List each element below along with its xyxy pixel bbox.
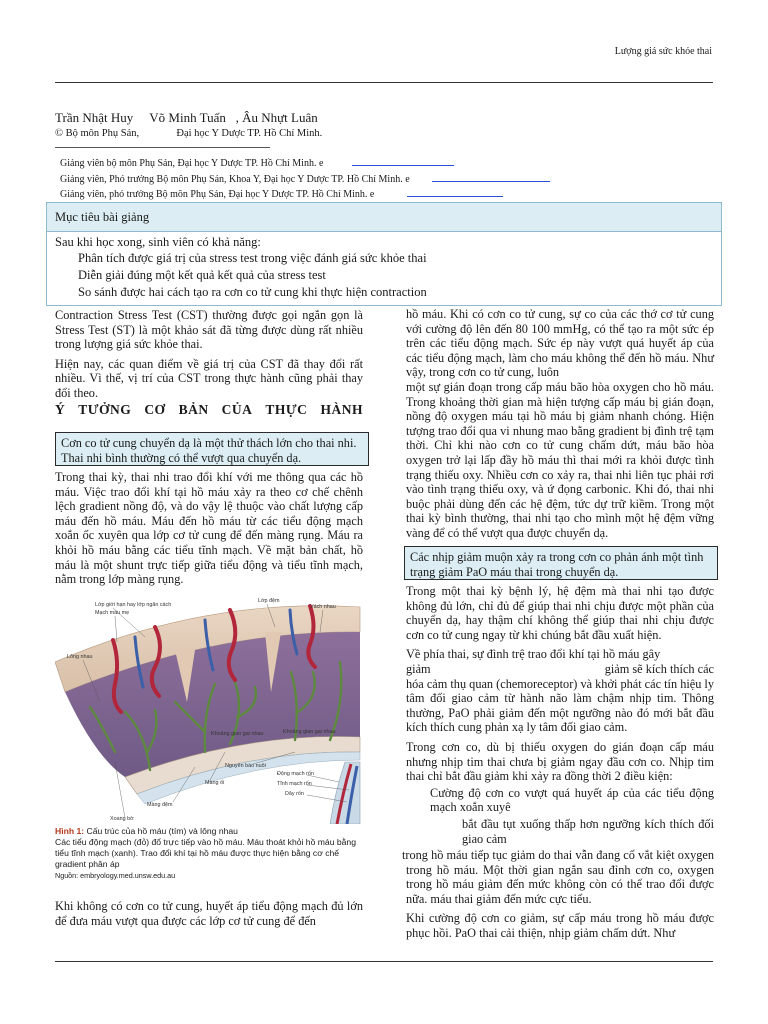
figure-caption	[55, 826, 365, 881]
figure-label: Màng ối	[205, 780, 225, 786]
left-column-body	[55, 470, 363, 592]
footnote-3	[60, 186, 503, 200]
objective-item-1: Phân tích được giá trị của stress test trong việc đánh giá sức khỏe thai	[78, 251, 427, 265]
email-link-3[interactable]	[407, 186, 503, 197]
footnote-2	[60, 171, 550, 185]
figure-label: Khoảng gian gai nhau	[211, 731, 264, 737]
text-fragment: giảm	[406, 661, 431, 676]
caption-title-line	[55, 826, 365, 837]
callout-box-right: Các nhịp giảm muộn xảy ra trong cơn co phản ánh một tình trạng giảm PaO máu thai trong chuyển dạ.	[404, 546, 718, 580]
objective-item-2: Diễn giải đúng một kết quả kết quả của stress test	[78, 268, 326, 282]
paragraph: Contraction Stress Test (CST) thường được gọi ngắn gọn là Stress Test (ST) là một khảo sát đã từng được dùng rất nhiều trong lượng giá sức khỏe thai.	[55, 308, 363, 352]
caption-title: Hình 1:	[55, 826, 85, 836]
heading-word: TƯỞNG	[78, 402, 132, 417]
caption-title-rest: Cấu trúc của hồ máu (tím) và lông nhau	[84, 826, 238, 836]
section-heading	[55, 402, 363, 418]
figure-label: Lông nhau	[67, 654, 93, 660]
running-header: Lượng giá sức khỏe thai	[614, 46, 712, 57]
paragraph: Về phía thai, sự đình trệ trao đổi khí tại hồ máu gây	[406, 647, 661, 662]
email-link-1[interactable]	[352, 155, 454, 166]
text-fragment: giảm sẽ kích thích các	[604, 661, 714, 676]
figure-label: Lớp giới hạn hay lớp ngăn cách	[95, 602, 172, 608]
footnote-1	[60, 155, 454, 169]
caption-body: Các tiểu động mạch (đỏ) đổ trực tiếp vào hồ máu. Máu thoát khỏi hồ máu bằng tiểu tĩnh mạch (xanh). Trao đổi khí tại hồ máu được thực hiện bằng cơ chế gradient phân áp	[55, 837, 356, 869]
paragraph: Khi không có cơn co tử cung, huyết áp tiểu động mạch đủ lớn để đưa máu vượt qua được các lớp cơ tử cung để đến	[55, 899, 363, 928]
condition-1: Cường độ cơn co vượt quá huyết áp của các tiểu động mạch xoắn xuyê	[430, 785, 714, 815]
figure-label: Dây rốn	[285, 791, 304, 797]
figure-label: Mạch máu mẹ	[95, 610, 130, 616]
figure-label: Động mạch rốn	[277, 771, 314, 777]
footnote-2-text: Giảng viên, Phó trưởng Bộ môn Phụ Sản, Khoa Y, Đại học Y Dược TP. Hồ Chí Minh. e	[60, 174, 410, 185]
objectives-title: Mục tiêu bài giảng	[55, 210, 150, 224]
author-affiliation	[55, 128, 322, 139]
figure-label: Tĩnh mạch rốn	[277, 781, 312, 787]
condition-2: bắt đầu tụt xuống thấp hơn ngưỡng kích thích đối giao cảm	[462, 816, 714, 846]
paragraph: hồ máu. Khi có cơn co tử cung, sự co của các thớ cơ tử cung với cường độ lên đến 80 100 mmHg, có thể tạo ra một sức ép trên các tiểu động mạch. Sức ép này vượt quá huyết áp của các tiểu động mạch, làm cho máu không thể đến hồ máu. Như vậy, trong cơn co tử cung, luôn	[406, 307, 714, 380]
footnote-1-text: Giảng viên bộ môn Phụ Sản, Đại học Y Dược TP. Hồ Chí Minh. e	[60, 158, 324, 169]
paragraph: một sự gián đoạn trong cấp máu bão hòa oxygen cho hồ máu. Trong khoảng thời gian mà hiện tượng cấp máu bị gián đoạn, nồng độ oxygen máu tại hồ máu bị giảm nhanh chóng. Hiện tượng trao đổi qua vi nhung mao bằng gradient bị đình trệ tạm thời. Chỉ khi nào cơn co tử cung chấm dứt, máu bão hòa oxygen trở lại lấp đầy hồ máu thì thai mới ra khỏi được tình trạng thiếu oxy. Nhiều cơn co xảy ra, thai nhi liên tục phải rơi vào tình trạng thiếu oxy, và ứ đọng carbonic. Khi đó, thai nhi buộc phải dùng đến các hệ đệm, tức dự trữ kiềm. Trong một thai kỳ bình thường, thai nhi tạo cho mình một hệ đệm vững vàng để có thể vượt qua được chuyển dạ.	[406, 379, 714, 540]
figure-label: Nguyên bào nuôi	[225, 763, 266, 769]
author-names: Trần Nhật Huy Võ Minh Tuấn , Âu Nhựt Luân	[55, 110, 318, 125]
heading-word: THỰC	[265, 402, 308, 417]
paragraph: hóa cảm thụ quan (chemoreceptor) và khởi phát các tín hiệu ly tâm đối giao cảm từ hành não làm chậm nhịp tim. Thông thường, PaO phải giảm đến một ngưỡng nào đó mới bắt đầu kích thích cung phản xạ ly tâm đối giao cảm.	[406, 676, 714, 735]
figure-label: Khoảng gian gai nhau	[283, 729, 336, 735]
heading-word: CỦA	[221, 402, 253, 417]
paragraph: trong hồ máu tiếp tục giảm do thai vẫn đang cố vắt kiệt oxygen trong hồ máu. Một thời gian ngắn sau đỉnh cơn co, oxygen trong hồ máu giảm đến mức không còn có thể trao đổi được nữa. máu thai giảm đến mức cực tiểu.	[402, 848, 714, 906]
paragraph: Khi cường độ cơn co giảm, sự cấp máu trong hồ máu được phục hồi. PaO thai cải thiện, nhịp giảm chấm dứt. Như	[406, 911, 714, 941]
left-column-intro	[55, 308, 363, 406]
right-column-top	[406, 307, 714, 546]
footnote-rule	[55, 147, 270, 148]
paragraph: Trong thai kỳ, thai nhi trao đổi khí với me thông qua các hồ máu. Việc trao đổi khí tại hồ máu xảy ra theo cơ chế chênh lệch gradient nồng độ, và do vậy lệ thuộc vào chất lượng cấp máu đến hồ máu. Máu đến hồ máu từ các tiểu động mạch xoắn ốc xuyên qua lớp cơ tử cung để đến màng rụng. Máu ra khỏi hồ máu bằng các tiểu tĩnh mạch. Về mặt bản chất, hồ máu là một shunt trực tiếp giữa tiểu động và tiểu tĩnh mạch, nằm trong lớp màng rụng.	[55, 470, 363, 587]
objectives-header	[47, 203, 721, 232]
right-column-body	[402, 584, 714, 946]
email-link-2[interactable]	[432, 171, 550, 182]
left-column-end	[55, 899, 363, 933]
objectives-box	[46, 202, 722, 306]
figure-label: Lớp đệm	[258, 598, 280, 604]
footer-rule	[55, 961, 713, 962]
heading-word: BẢN	[178, 402, 209, 417]
objective-item-3: So sánh được hai cách tạo ra cơn co tử cung khi thực hiện contraction	[78, 285, 427, 299]
figure-label: Vách nhau	[310, 604, 336, 610]
figure-label: Xoang bờ	[110, 816, 134, 822]
heading-word: HÀNH	[320, 402, 363, 417]
affiliation-part-1: © Bộ môn Phụ Sản,	[55, 128, 140, 139]
objectives-intro: Sau khi học xong, sinh viên có khả năng:	[55, 235, 261, 249]
paragraph: Trong một thai kỳ bệnh lý, hệ đệm mà thai nhi tạo được không đủ lớn, chỉ đủ để giúp thai nhi chịu được một phần của chuyển dạ, hay thậm chí không thể giúp thai nhi chịu được cơn co tử cung ngay từ khi chúng bắt đầu xuất hiện.	[406, 584, 714, 642]
heading-word: Ý	[55, 402, 66, 417]
heading-word: CƠ	[144, 402, 166, 417]
placenta-figure	[55, 592, 363, 824]
callout-box-left: Cơn co tử cung chuyển dạ là một thử thách lớn cho thai nhi. Thai nhi bình thường có thể vượt qua chuyển dạ.	[55, 432, 369, 466]
header-rule	[55, 82, 713, 83]
affiliation-part-2: Đại học Y Dược TP. Hồ Chí Minh.	[176, 128, 323, 139]
footnote-3-text: Giảng viên, phó trưởng Bộ môn Phụ Sản, Đại học Y Dược TP. Hồ Chí Minh. e	[60, 189, 375, 200]
placenta-illustration	[55, 592, 363, 824]
figure-label: Màng đệm	[147, 802, 173, 808]
paragraph-split-line	[406, 662, 714, 677]
caption-source: Nguồn: embryology.med.unsw.edu.au	[55, 871, 176, 880]
paragraph: Trong cơn co, dù bị thiếu oxygen do gián đoạn cấp máu nhưng nhịp tim thai chưa bị giảm ngay đầu cơn co. Nhịp tim thai chỉ bắt đầu giảm khi xảy ra đồng thời 2 điều kiện:	[406, 739, 714, 784]
paragraph: Hiện nay, các quan điểm về giá trị của CST đã thay đổi rất nhiều. Vì thế, vị trí của CST trong thực hành cũng phải thay đổi theo.	[55, 356, 363, 400]
